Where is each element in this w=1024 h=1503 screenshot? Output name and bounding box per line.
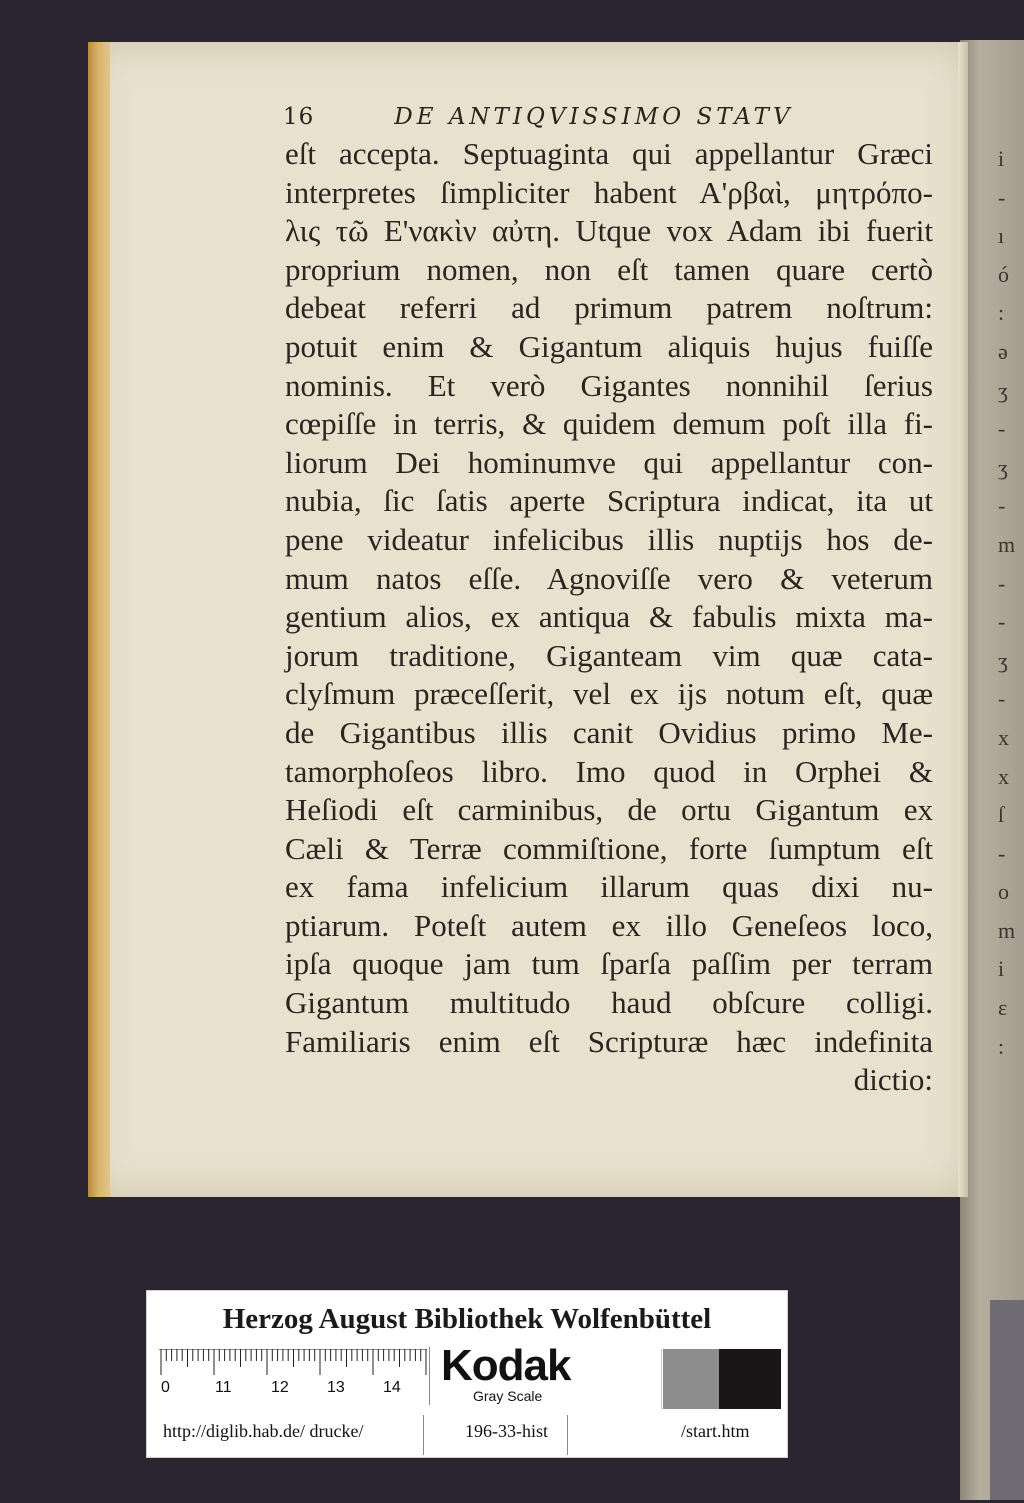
text-line: debeat referri ad primum patrem noſtrum: — [285, 290, 933, 326]
kodak-logo: Kodak — [441, 1341, 571, 1390]
gray-swatch-black — [719, 1349, 781, 1409]
text-line: nubia, ſic ſatis aperte Scriptura indicat, ita ut — [285, 483, 933, 519]
ruler-number: 13 — [327, 1379, 345, 1396]
ruler-number: 0 — [161, 1379, 170, 1396]
text-line: ipſa quoque jam tum ſparſa paſſim per terram — [285, 946, 933, 982]
running-header — [283, 104, 923, 138]
catchword: dictio: — [853, 1062, 933, 1098]
text-line: Heſiodi eſt carminibus, de ortu Gigantum ex — [285, 792, 933, 828]
library-label — [146, 1290, 788, 1458]
text-line: proprium nomen, non eſt tamen quare certò — [285, 251, 933, 287]
text-line: Gigantum multitudo haud obſcure colligi. — [285, 985, 933, 1021]
text-line: liorum Dei hominumve qui appellantur con- — [285, 444, 933, 480]
text-line: jorum traditione, Giganteam vim quæ cata- — [285, 637, 933, 673]
library-name: Herzog August Bibliothek Wolfenbüttel — [222, 1303, 712, 1335]
ruler-numbers — [157, 1379, 427, 1403]
page-number: 16 — [283, 104, 315, 130]
text-line: Cæli & Terræ commiſtione, forte ſumptum eſt — [285, 830, 933, 866]
ruler-number: 14 — [383, 1379, 401, 1396]
url-part-2: 196-33-hist — [465, 1421, 548, 1441]
text-line: mum natos eſſe. Agnoviſſe vero & veterum — [285, 560, 933, 596]
text-line: cœpiſſe in terris, & quidem demum poſt illa fi- — [285, 406, 933, 442]
text-line: λις τῶ Ε'νακὶν αὐτη. Utque vox Adam ibi fuerit — [285, 213, 933, 249]
page-body-text — [285, 135, 933, 1100]
text-line: nominis. Et verò Gigantes nonnihil ſerius — [285, 367, 933, 403]
text-line: gentium alios, ex antiqua & fabulis mixta ma- — [285, 599, 933, 635]
text-line: ex fama infelicium illarum quas dixi nu- — [285, 869, 933, 905]
ruler-number: 11 — [215, 1379, 232, 1396]
text-line: interpretes ſimpliciter habent A'ρβαὶ, μητρόπο- — [285, 174, 933, 210]
url-part-1: http://diglib.hab.de/ drucke/ — [163, 1421, 364, 1441]
facing-page-bleed: i - ı ó : ə ʒ - ʒ - m - - ʒ - x x ſ - o m i ɛ : — [998, 146, 1016, 1059]
ruler-scale — [159, 1349, 427, 1377]
text-line: Familiaris enim eſt Scripturæ hæc indefinita — [285, 1023, 933, 1059]
text-line: de Gigantibus illis canit Ovidius primo Me- — [285, 714, 933, 750]
gray-scale-label: Gray Scale — [473, 1388, 543, 1404]
text-line: clyſmum præceſſerit, vel ex ijs notum eſt, quæ — [285, 676, 933, 712]
text-line: potuit enim & Gigantum aliquis hujus fuiſſe — [285, 328, 933, 364]
divider — [423, 1415, 424, 1455]
divider — [429, 1347, 430, 1405]
text-line: pene videatur infelicibus illis nuptijs hos de- — [285, 521, 933, 557]
page-fore-edge — [88, 42, 110, 1197]
text-line: ptiarum. Poteſt autem ex illo Geneſeos loco, — [285, 907, 933, 943]
scanner-background — [990, 1300, 1024, 1500]
url-part-3: /start.htm — [681, 1421, 750, 1441]
page-gutter — [958, 42, 968, 1197]
running-title: DE ANTIQVISSIMO STATV — [394, 104, 794, 130]
ruler-number: 12 — [271, 1379, 289, 1396]
gray-swatch-mid — [663, 1349, 719, 1409]
text-line: eſt accepta. Septuaginta qui appellantur Græci — [285, 136, 933, 171]
divider — [567, 1415, 568, 1455]
text-line: tamorphoſeos libro. Imo quod in Orphei & — [285, 753, 933, 789]
